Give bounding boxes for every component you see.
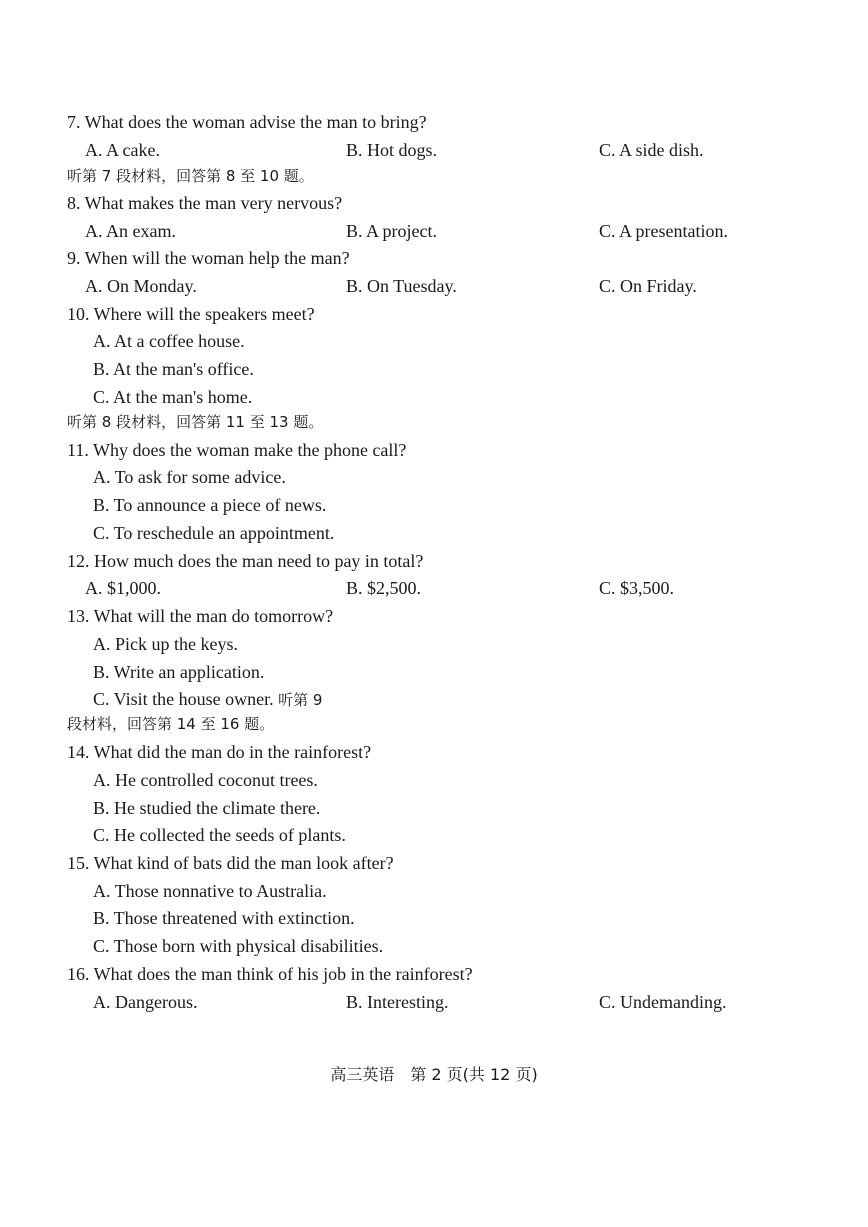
section-9-instruction-start: 听第 9 [278,691,323,709]
page-footer: 高三英语 第 2 页(共 12 页) [330,1065,538,1084]
question-13-option-c: C. Visit the house owner. [93,689,274,709]
question-11-option-b: B. To announce a piece of news. [93,495,327,515]
question-15-option-c: C. Those born with physical disabilities. [93,936,384,956]
question-13-option-a: A. Pick up the keys. [93,634,238,654]
question-10-stem: 10. Where will the speakers meet? [67,304,315,324]
question-8-option-c: C. A presentation. [599,221,728,241]
question-12-stem: 12. How much does the man need to pay in total? [67,551,424,571]
question-11-option-a: A. To ask for some advice. [93,467,286,487]
question-12-option-b: B. $2,500. [346,578,422,598]
question-16-option-a: A. Dangerous. [93,992,198,1012]
question-9-option-c: C. On Friday. [599,276,697,296]
question-14-option-c: C. He collected the seeds of plants. [93,825,346,845]
question-10-option-c: C. At the man's home. [93,387,253,407]
question-10-option-b: B. At the man's office. [93,359,254,379]
question-7-stem: 7. What does the woman advise the man to bring? [67,112,427,132]
question-7-option-a: A. A cake. [85,140,160,160]
question-10-option-a: A. At a coffee house. [93,331,245,351]
question-14-stem: 14. What did the man do in the rainforest? [67,742,372,762]
question-12-option-a: A. $1,000. [85,578,161,598]
section-9-instruction: 段材料，回答第 14 至 16 题。 [67,715,275,733]
section-7-instruction: 听第 7 段材料，回答第 8 至 10 题。 [67,167,314,185]
question-7-option-b: B. Hot dogs. [346,140,438,160]
section-8-instruction: 听第 8 段材料，回答第 11 至 13 题。 [67,413,324,431]
question-16-option-c: C. Undemanding. [599,992,727,1012]
question-16-stem: 16. What does the man think of his job in the rainforest? [67,964,473,984]
question-7-option-c: C. A side dish. [599,140,704,160]
question-15-option-a: A. Those nonnative to Australia. [93,881,327,901]
question-16-option-b: B. Interesting. [346,992,449,1012]
question-11-option-c: C. To reschedule an appointment. [93,523,335,543]
question-9-stem: 9. When will the woman help the man? [67,248,350,268]
question-9-option-a: A. On Monday. [85,276,197,296]
question-14-option-a: A. He controlled coconut trees. [93,770,318,790]
question-13-option-b: B. Write an application. [93,662,265,682]
question-8-option-b: B. A project. [346,221,437,241]
question-14-option-b: B. He studied the climate there. [93,798,321,818]
question-13-option-c-line [93,688,322,711]
question-15-option-b: B. Those threatened with extinction. [93,908,355,928]
question-12-option-c: C. $3,500. [599,578,675,598]
question-15-stem: 15. What kind of bats did the man look after? [67,853,394,873]
question-8-stem: 8. What makes the man very nervous? [67,193,343,213]
question-13-stem: 13. What will the man do tomorrow? [67,606,334,626]
question-9-option-b: B. On Tuesday. [346,276,457,296]
question-11-stem: 11. Why does the woman make the phone call? [67,440,407,460]
question-8-option-a: A. An exam. [85,221,176,241]
